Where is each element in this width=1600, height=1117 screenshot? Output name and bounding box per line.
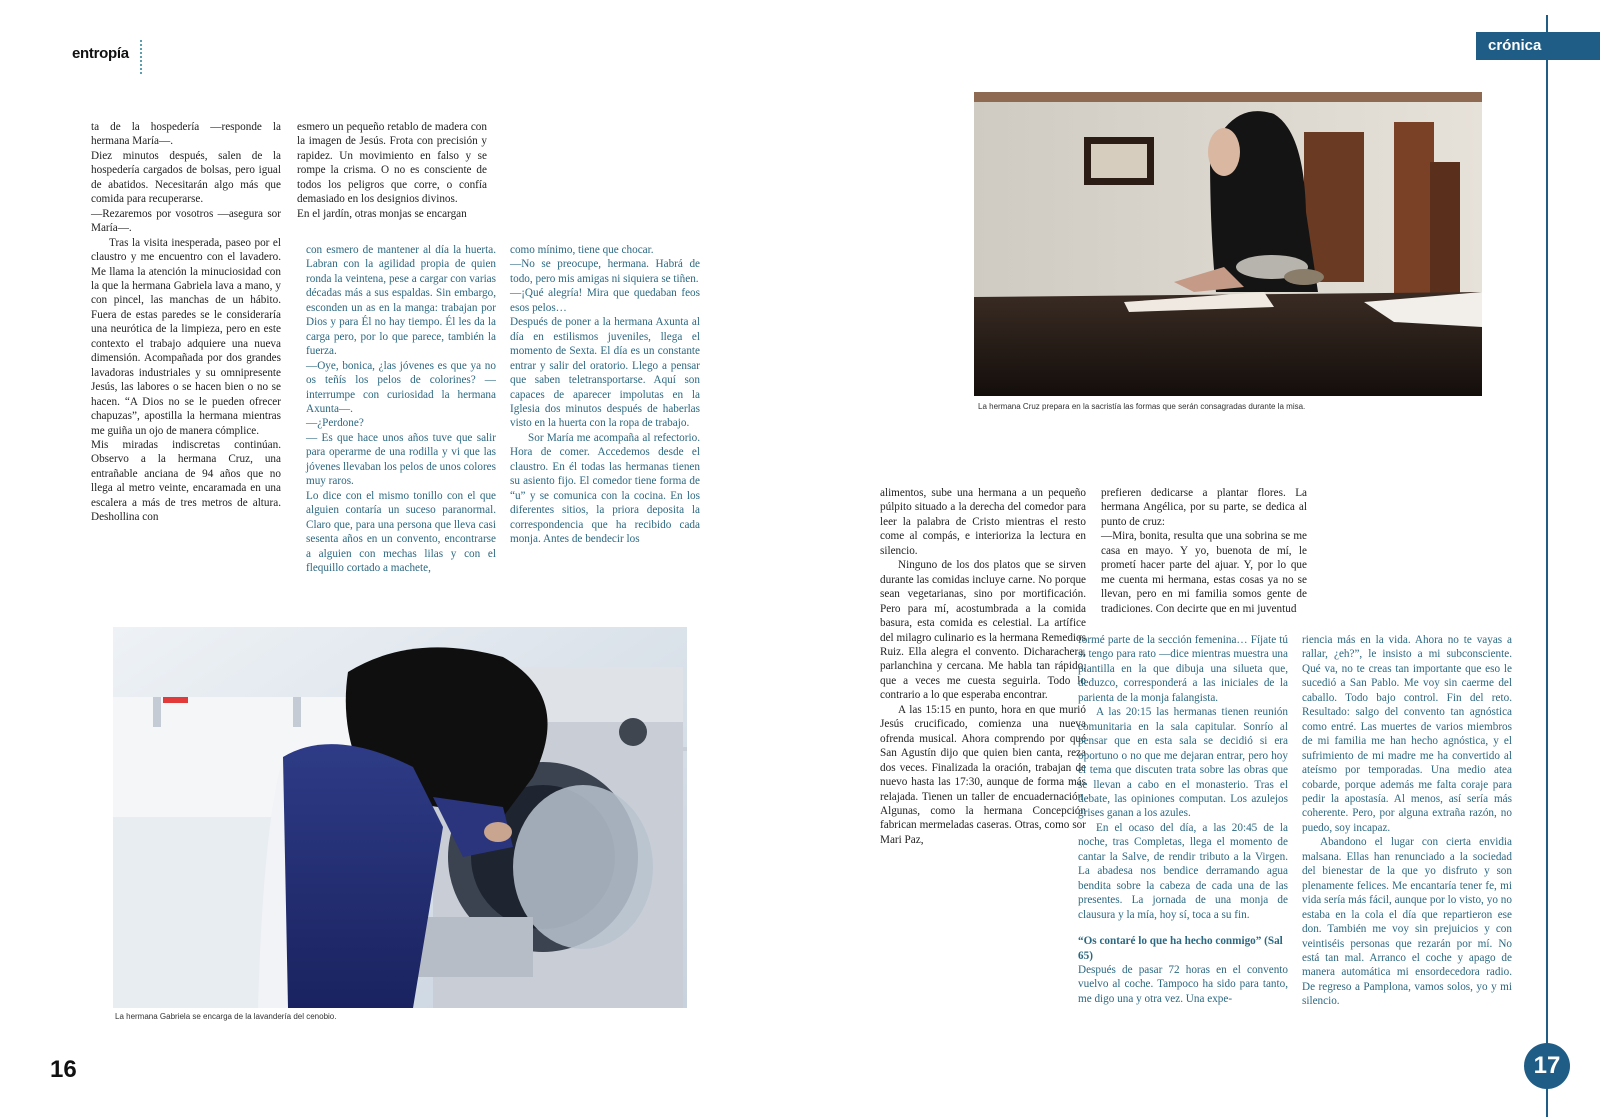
section-label: crónica	[1476, 32, 1600, 60]
paragraph: —Oye, bonica, ¿las jóvenes es que ya no os teñís los pelos de colorines? —interrumpe con curiosidad la hermana Axunta—.	[306, 359, 496, 415]
page-number-left: 16	[50, 1056, 77, 1083]
photo-sister-cruz	[974, 92, 1482, 396]
paragraph: —¡Qué alegría! Mira que quedaban feos esos pelos…	[510, 287, 700, 314]
paragraph: esmero un pequeño retablo de madera con la imagen de Jesús. Frota con precisión y rapidez. Un movimiento en falso y se rompe la crisma. O no es consciente de todos los peligros que corre, o confía demasiado en los designios divinos.	[297, 121, 487, 206]
paragraph: con esmero de mantener al día la huerta. Labran con la agilidad propia de quien ronda la veintena, pese a cargar con varias décadas más a sus espaldas. Sin embargo, esconden un as en la manga: trabajan por Dios y para Él no hay tiempo. Él les da la carga pero, por lo que parece, también la fuerza.	[306, 244, 496, 358]
paragraph: —¿Perdone?	[306, 417, 364, 430]
paragraph: —No se preocupe, hermana. Habrá de todo, pero mis amigas ni siquiera se tiñen.	[510, 258, 700, 285]
paragraph: formé parte de la sección femenina… Fíjate tú si tengo para rato —dice mientras muestra una plantilla en la que dibuja una silueta que, deduzco, corresponderá a las iniciales de la parienta de la monja falangista.	[1078, 634, 1288, 704]
paragraph: A las 15:15 en punto, hora en que murió Jesús crucificado, comienza una nueva ofrenda musical. Ahora comprendo por qué San Agustín dijo que quien bien canta, reza dos veces. Finalizada la oración, trabajan de nuevo hasta las 17:30, aunque de forma más relajada. Tienen un taller de encuadernación. Algunas, como la hermana Concepción fabrican mermeladas caseras. Otras, como sor Mari Paz,	[880, 703, 1086, 846]
left-column-1	[91, 120, 281, 525]
paragraph: En el ocaso del día, a las 20:45 de la noche, tras Completas, llega el momento de cantar la Salve, de rendir tributo a la Virgen. La abadesa nos bendice derramando agua bendita sobre la cabeza de cada una de las presentes. La jornada de una monja de clausura y la mía, hoy sí, toca a su fin.	[1078, 821, 1288, 921]
photo-caption: La hermana Gabriela se encarga de la lavandería del cenobio.	[115, 1012, 337, 1021]
paragraph: — Es que hace unos años tuve que salir para operarme de una rodilla y vi que las jóvenes llevaban los pelos de unos colores muy raros.	[306, 431, 496, 488]
right-column-1	[880, 486, 1086, 847]
magazine-logo: entropía	[72, 45, 129, 62]
paragraph: Después de poner a la hermana Axunta al día en estilismos juveniles, llega el momento de Sexta. El día es un constante entrar y salir del oratorio. Llego a pensar que saben teletransportarse. Aquí son capaces de aparecer impolutas en la Iglesia dos minutos después de haberlas visto en la huerta con la ropa de trabajo.	[510, 316, 700, 430]
paragraph: Diez minutos después, salen de la hospedería cargados de bolsas, pero igual de abatidos. Necesitarán algo más que comida para recuperarse.	[91, 149, 281, 206]
paragraph: Ninguno de los dos platos que se sirven durante las comidas incluye carne. No porque sean vegetarianas, sino por mortificación. Pero para mí, acostumbrada a la comida basura, esta comida es celestial. La artífice del milagro culinario es la hermana Remedios Ruiz. Ella alegra el convento. Dicharachera, parlanchina y cercana. Me habla tan rápido, que a veces me cuesta seguirla. Todo lo contrario a lo que esperaba encontrar.	[880, 559, 1086, 702]
paragraph: A las 20:15 las hermanas tienen reunión comunitaria en la sala capitular. Sonrío al pensar que en esta sala se decidió si era oportuno o no que me dejaran entrar, pero hoy el tema que discuten trata sobre las obras que se llevan a cabo en el monasterio. Tras el debate, las opiniones computan. Los azulejos grises ganan a los azules.	[1078, 706, 1288, 820]
paragraph: prefieren dedicarse a plantar flores. La hermana Angélica, por su parte, se dedica al punto de cruz:	[1101, 487, 1307, 528]
right-column-2-top	[1101, 486, 1307, 616]
paragraph: Abandono el lugar con cierta envidia malsana. Ellas han renunciado a la sociedad del bienestar de la que yo disfruto y son plenamente felices. Me encantaría tener fe, mi vida sería más fácil, aunque por lo visto, yo no estaba en la cola el día que repartieron ese don. También me voy sin prejuicios y con veintiséis personas que rezarán por mí. No está tan mal. Arranco el coche y apago de manera automática mi ensordecedora radio. De regreso a Pamplona, vamos solos, yo y mi silencio.	[1302, 836, 1512, 1008]
paragraph: Mis miradas indiscretas continúan. Observo a la hermana Cruz, una entrañable anciana de 94 años que no llega al metro veinte, encaramada en una escalera a más de tres metros de altura. Deshollina con	[91, 438, 281, 524]
left-column-2-top	[297, 120, 487, 221]
paragraph: Lo dice con el mismo tonillo con el que alguien contaría un suceso paranormal. Claro que, para una persona que lleva casi sesenta años en un convento, encontrarse a alguien con mechas lilas y con el flequillo cortado a machete,	[306, 489, 496, 574]
paragraph: riencia más en la vida. Ahora no te vayas a rallar, ¿eh?”, le insisto a mi subconsciente. Qué va, no te creas tan importante que eso le sucedió a San Pablo. Me voy sin caerme del caballo. Todo bajo control. Fin del reto. Resultado: salgo del convento tan agnóstica como entré. Las muertes de varios miembros de mi familia me han hecho agnóstica, y el sufrimiento de mi madre me ha convertido al ateísmo por temporadas. Una medio atea cobarde, porque además me falta coraje para pedir la apostasía. Al menos, así sería más coherente. Pero, por alguna extraña razón, no puedo, soy incapaz.	[1302, 634, 1512, 834]
left-column-3	[510, 243, 700, 547]
photo-sister-gabriela	[113, 627, 687, 1008]
logo-divider	[140, 40, 142, 74]
paragraph: ta de la hospedería —responde la hermana María—.	[91, 121, 281, 148]
paragraph: Sor María me acompaña al refectorio. Hora de comer. Accedemos desde el claustro. En él todas las hermanas tienen su asiento fijo. El comedor tiene forma de “u” y se comunica con la cocina. En los diferentes sitios, la priora deposita la correspondencia que ha recibido cada monja. Antes de bendecir los	[510, 431, 700, 546]
photo-caption: La hermana Cruz prepara en la sacristía las formas que serán consagradas durante la misa.	[978, 402, 1306, 411]
right-column-3	[1302, 633, 1512, 1009]
paragraph: En el jardín, otras monjas se encargan	[297, 207, 467, 220]
left-column-2-bottom	[306, 243, 496, 575]
paragraph: Después de pasar 72 horas en el convento vuelvo al coche. Tampoco ha sido para tanto, me digo una y otra vez. Una expe-	[1078, 963, 1288, 1005]
page-number-right: 17	[1524, 1043, 1570, 1089]
paragraph: como mínimo, tiene que chocar.	[510, 244, 654, 256]
paragraph: —Rezaremos por vosotros —asegura sor María—.	[91, 207, 281, 235]
subheading: “Os contaré lo que ha hecho conmigo” (Sal 65)	[1078, 935, 1283, 962]
paragraph: —Mira, bonita, resulta que una sobrina se me casa en mayo. Y yo, buenota de mí, le prometí hacer parte del ajuar. Y, por lo que me cuenta mi hermana, estas cosas ya no se llevan, pero en mi familia somos gente de tradiciones. Con decirte que en mi juventud	[1101, 530, 1307, 615]
right-column-2-bottom	[1078, 633, 1288, 1006]
page-margin-rule	[1546, 15, 1548, 1117]
paragraph: alimentos, sube una hermana a un pequeño púlpito situado a la derecha del comedor para leer la palabra de Cristo mientras el resto come al compás, e interioriza la lectura en silencio.	[880, 487, 1086, 557]
paragraph: Tras la visita inesperada, paseo por el claustro y me encuentro con el lavadero. Me llama la atención la minuciosidad con la que la hermana Gabriela lava a mano, y con pincel, las manchas de un hábito. Fuera de estas paredes se le consideraría una neurótica de la limpieza, pero en este contexto el trabajo adquiere una nueva dimensión. Acompañada por dos grandes lavadoras industriales y su omnipresente Jesús, las labores o se hacen bien o no se hacen. “A Dios no se le pueden ofrecer chapuzas”, apostilla la hermana mientras me guiña un ojo de manera cómplice.	[91, 236, 281, 437]
